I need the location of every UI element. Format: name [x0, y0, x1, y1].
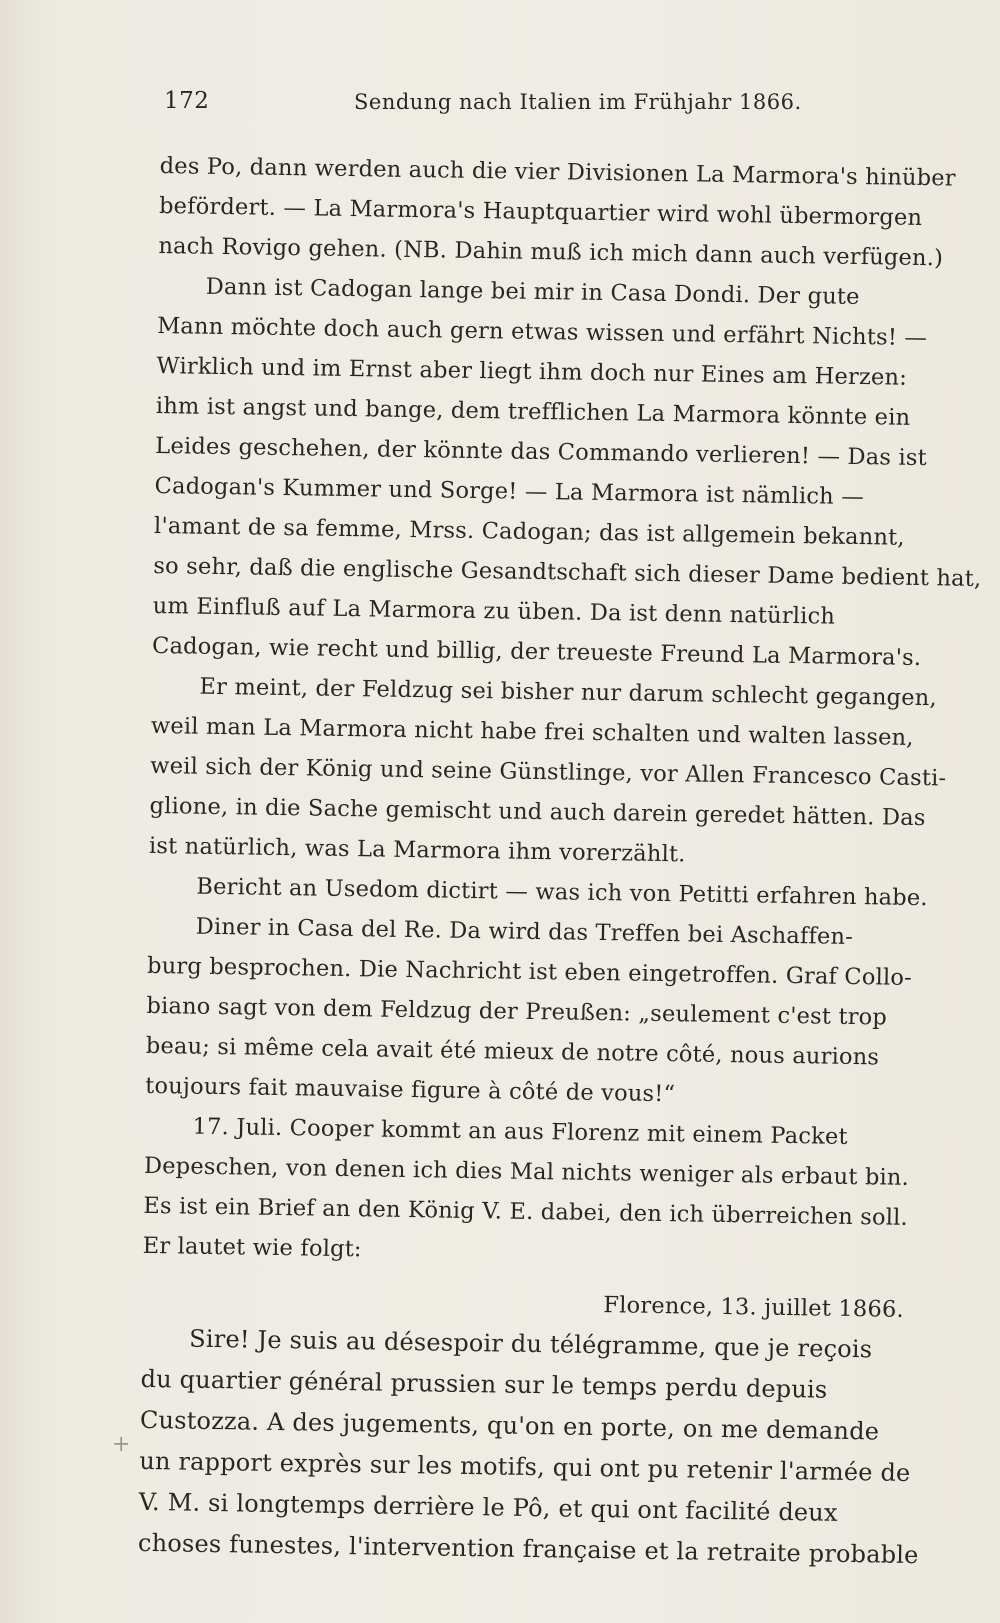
text-line: Mann möchte doch auch gern etwas wissen und erfährt Nichts! —: [156, 312, 928, 352]
page-header: [164, 88, 802, 124]
text-line: weil man La Marmora nicht habe frei schalten und walten lassen,: [150, 712, 914, 751]
margin-mark: +: [112, 1432, 131, 1457]
text-line: Depeschen, von denen ich dies Mal nichts weniger als erbaut bin.: [143, 1152, 910, 1191]
text-line: toujours fait mauvaise figure à côté de vous!“: [145, 1072, 676, 1108]
text-line: weil sich der König und seine Günstlinge, vor Allen Francesco Casti-: [150, 752, 947, 792]
text-line: ihm ist angst und bange, dem trefflichen La Marmora könnte ein: [155, 392, 911, 431]
body-text: [137, 146, 982, 1576]
letter-dateline: Florence, 13. juillet 1866.: [603, 1292, 905, 1323]
text-line: 17. Juli. Cooper kommt an aus Florenz mit einem Packet: [192, 1113, 848, 1150]
text-line: glione, in die Sache gemischt und auch darein geredet hätten. Das: [149, 792, 926, 832]
text-line: choses funestes, l'intervention française et la retraite probable: [137, 1528, 919, 1570]
text-line: Er lautet wie folgt:: [142, 1232, 362, 1263]
text-line: befördert. — La Marmora's Hauptquartier wird wohl übermorgen: [158, 192, 923, 231]
text-line: Wirklich und im Ernst aber liegt ihm doch nur Eines am Herzen:: [156, 352, 908, 391]
text-line: Sire! Je suis au désespoir du télégramme, que je reçois: [189, 1324, 873, 1364]
text-line: Custozza. A des jugements, qu'on en porte, on me demande: [139, 1405, 880, 1446]
text-line: ist natürlich, was La Marmora ihm vorerzählt.: [148, 832, 686, 868]
text-line: Leides geschehen, der könnte das Commando verlieren! — Das ist: [155, 432, 928, 472]
text-line: beau; si même cela avait été mieux de notre côté, nous aurions: [145, 1032, 880, 1071]
text-line: V. M. si longtemps derrière le Pô, et qui ont facilité deux: [138, 1487, 838, 1527]
main-paragraphs: [142, 146, 982, 1278]
text-line: biano sagt von dem Feldzug der Preußen: „seulement c'est trop: [146, 992, 888, 1031]
text-line: so sehr, daß die englische Gesandtschaft sich dieser Dame bedient hat,: [153, 552, 982, 592]
text-line: Bericht an Usedom dictirt — was ich von Petitti erfahren habe.: [196, 873, 928, 912]
text-line: Dann ist Cadogan lange bei mir in Casa Dondi. Der gute: [205, 273, 860, 311]
running-title: Sendung nach Italien im Frühjahr 1866.: [354, 90, 802, 114]
text-line: l'amant de sa femme, Mrss. Cadogan; das ist allgemein bekannt,: [153, 512, 905, 551]
text-line: Cadogan, wie recht und billig, der treueste Freund La Marmora's.: [151, 632, 922, 672]
text-line: burg besprochen. Die Nachricht ist eben eingetroffen. Graf Collo-: [146, 952, 913, 991]
text-line: Es ist ein Brief an den König V. E. dabei, den ich überreichen soll.: [143, 1192, 909, 1231]
text-line: Cadogan's Kummer und Sorge! — La Marmora ist nämlich —: [154, 472, 865, 511]
page-number: 172: [164, 88, 210, 114]
text-line: un rapport exprès sur les motifs, qui ont pu retenir l'armée de: [139, 1446, 911, 1487]
text-line: um Einfluß auf La Marmora zu üben. Da ist denn natürlich: [152, 592, 836, 630]
text-line: Diner in Casa del Re. Da wird das Treffen bei Aschaffen-: [195, 913, 854, 950]
letter-body: [138, 1318, 944, 1577]
text-line: nach Rovigo gehen. (NB. Dahin muß ich mich dann auch verfügen.): [158, 232, 944, 272]
text-line: Er meint, der Feldzug sei bisher nur darum schlecht gegangen,: [199, 673, 938, 712]
text-line: du quartier général prussien sur le temps perdu depuis: [140, 1364, 828, 1404]
text-line: des Po, dann werden auch die vier Divisionen La Marmora's hinüber: [159, 152, 956, 192]
